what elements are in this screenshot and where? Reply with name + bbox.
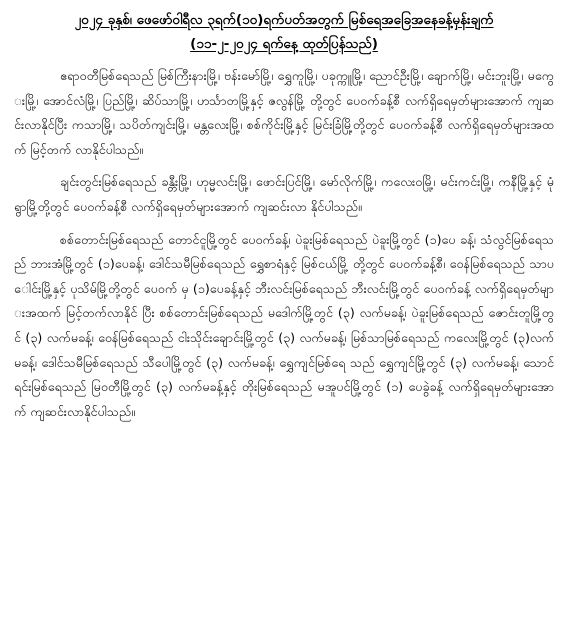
- header-release-date: (၁၁-၂-၂၀၂၄ ရက်နေ့ ထုတ်ပြန်သည်): [190, 36, 378, 52]
- paragraph-ayeyarwady: ဧရာဝတီမြစ်ရေသည် မြစ်ကြီးနားမြို့၊ ဗန်းမော်မြို့၊ ရွှေကူမြို့၊ ပခုက္ကူမြို့၊ ညောင်ဦးမြို့၊ ချောက်မြို့၊ မင်းဘူးမြို့၊ မကွေးမြို့၊ အောင်လံမြို့၊ ပြည်မြို့၊ ဆိပ်သာမြို့၊ ဟင်္သာတမြို့နှင့် ဇလွန်မြို့ တို့တွင် ပေဝက်ခန့်စီ လက်ရှိရေမှတ်များအောက် ကျဆင်းလာနိုင်ပြီး ကသာမြို့၊ သပိတ်ကျင်းမြို့၊ မန္တလေးမြို့၊ စစ်ကိုင်းမြို့နှင့် မြင်းခြံမြို့တို့တွင် ပေဝက်ခန့်စီ လက်ရှိရေမှတ်များအထက် မြင့်တက် လာနိုင်ပါသည်။: [14, 68, 554, 157]
- header-title: ၂၀၂၄ ခုနှစ်၊ ဖေဖော်ဝါရီလ ၃ရက်(၁၀)ရက်ပတ်အတွက် မြစ်ရေအခြေအနေခန့်မှန်းချက်: [74, 12, 494, 28]
- paragraph-other-rivers: စစ်တောင်းမြစ်ရေသည် တောင်ငူမြို့တွင် ပေဝက်ခန့်၊ ပဲခူးမြစ်ရေသည် ပဲခူးမြို့တွင် (၁)ပေ ခန့်၊ သံလွင်မြစ်ရေသည် ဘားအံမြို့တွင် (၁)ပေခန့်၊ ဒေါင်သမီမြစ်ရေသည် ရွှေစာရံနှင့် မြစ်ငယ်မြို့ တို့တွင် ပေဝက်ခန့်စီ၊ ဝေန်မြစ်ရေသည် သာပေါင်းမြို့နှင့် ပုသိမ်မြို့တို့တွင် ပေဝက် မှ (၁)ပေခန့်နှင့် ဘီးလင်းမြစ်ရေသည် ဘီးလင်းမြို့တွင် ပေဝက်ခန့် လက်ရှိရေမှတ်များအထက် မြင့်တက်လာနိုင် ပြီး စစ်တောင်းမြစ်ရေသည် မဒေါက်မြို့တွင် (၃) လက်မခန့်၊ ပဲခူးမြစ်ရေသည် ဇောင်းတူမြို့တွင် (၃) လက်မခန့်၊ ဝေန်မြစ်ရေသည် ငါးသိုင်းချောင်းမြို့တွင် (၃) လက်မခန့်၊ မြစ်သာမြစ်ရေသည် ကလေးမြို့တွင် (၃)လက်မခန့်၊ ဒေါင်သမီမြစ်ရေသည် သီပေါမြို့တွင် (၃) လက်မခန့်၊ ရွှေကျင်မြစ်ရေ သည် ရွှေကျင်မြို့တွင် (၃) လက်မခန့်၊ သောင်ရင်းမြစ်ရေသည် မြဝတီမြို့တွင် (၃) လက်မခန့်နှင့် တိုးမြစ်ရေသည် မအူပင်မြို့တွင် (၁) ပေခွဲခန့် လက်ရှိရေမှတ်များအောက် ကျဆင်းလာနိုင်ပါသည်။: [14, 231, 554, 419]
- document-header: [14, 8, 554, 56]
- header-title-line-2: [14, 32, 554, 56]
- paragraph-chindwin: ချင်းတွင်းမြစ်ရေသည် ခန္တီးမြို့၊ ဟုမ္မလင်းမြို့၊ ဖောင်းပြင်မြို့၊ မော်လိုက်မြို့၊ ကလေးဝမြို့၊ မင်းကင်းမြို့၊ ကနီမြို့နှင့် မုံရွာမြို့တို့တွင် ပေဝက်ခန့်စီ လက်ရှိရေမှတ်များအောက် ကျဆင်းလာ နိုင်ပါသည်။: [14, 174, 554, 214]
- header-title-line-1: [14, 8, 554, 32]
